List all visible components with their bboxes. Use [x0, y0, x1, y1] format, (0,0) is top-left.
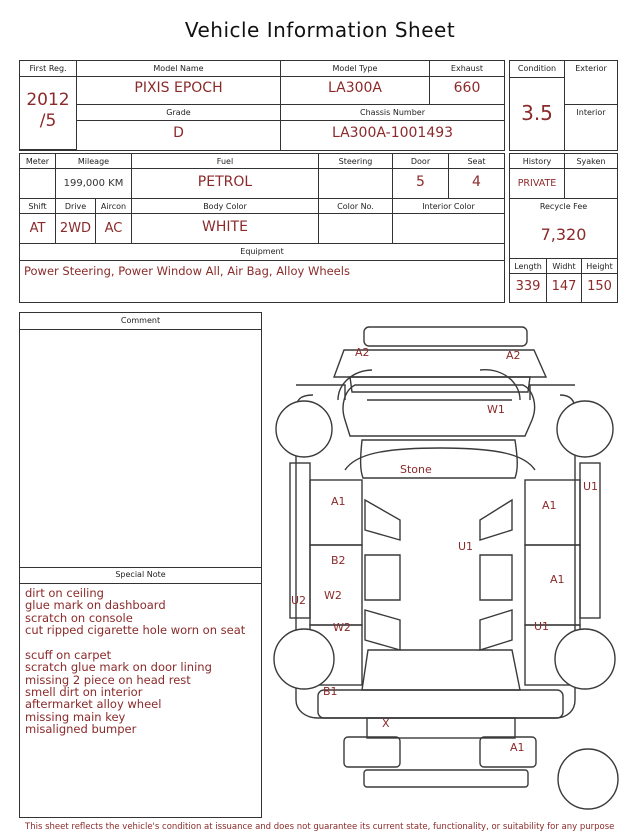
note-line: aftermarket alloy wheel — [25, 697, 162, 711]
model-name-cell — [77, 61, 281, 105]
note-line: scratch on console — [25, 611, 133, 625]
exterior-label: Exterior — [575, 64, 607, 73]
aircon-cell — [96, 199, 132, 244]
seat-label: Seat — [467, 157, 486, 166]
comment-box — [19, 312, 262, 818]
recycle-fee-cell — [510, 199, 617, 259]
history-label: History — [522, 157, 552, 166]
shift-label: Shift — [28, 202, 47, 211]
width-cell — [547, 259, 582, 302]
damage-mark: B1 — [323, 685, 338, 698]
disclaimer-footer: This sheet reflects the vehicle's condition at issuance and does not guarantee its current state, functionality, or suitability for any purpose — [25, 822, 615, 832]
grade-label: Grade — [77, 108, 280, 121]
steering-label: Steering — [338, 157, 373, 166]
aircon-label: Aircon — [100, 202, 127, 211]
length-label: Length — [514, 262, 542, 271]
spec-box — [19, 153, 505, 303]
seat-cell — [449, 154, 504, 199]
damage-mark: Stone — [400, 463, 432, 476]
exterior-cell — [565, 61, 617, 105]
color-no-cell — [319, 199, 393, 244]
syaken-cell — [565, 154, 617, 199]
length-value: 339 — [515, 279, 541, 294]
exhaust-value: 660 — [453, 80, 481, 96]
shift-cell — [20, 199, 56, 244]
interior-color-cell — [393, 199, 504, 244]
door-label: Door — [410, 157, 431, 166]
drive-cell — [56, 199, 96, 244]
height-cell — [582, 259, 617, 302]
model-name-label: Model Name — [77, 64, 280, 77]
drive-value: 2WD — [59, 221, 92, 236]
meter-cell — [20, 154, 56, 199]
first-reg-month: /5 — [39, 111, 57, 131]
steering-cell — [319, 154, 393, 199]
condition-value: 3.5 — [521, 101, 553, 125]
model-type-cell — [281, 61, 430, 105]
exhaust-label: Exhaust — [430, 64, 504, 77]
mileage-value: 199,000 KM — [63, 178, 124, 189]
door-value: 5 — [416, 174, 425, 190]
chassis-cell — [281, 105, 504, 150]
damage-mark: A1 — [542, 499, 557, 512]
note-line: glue mark on dashboard — [25, 598, 166, 612]
height-value: 150 — [587, 279, 612, 294]
fuel-value: PETROL — [197, 174, 253, 190]
top-info-box — [19, 60, 505, 151]
interior-cell — [565, 105, 617, 150]
comment-label: Comment — [20, 316, 261, 330]
damage-mark: W2 — [333, 621, 351, 634]
fuel-label: Fuel — [216, 157, 234, 166]
model-type-label: Model Type — [281, 64, 429, 77]
sheet-title: Vehicle Information Sheet — [184, 18, 456, 42]
chassis-label: Chassis Number — [281, 108, 504, 121]
mileage-cell — [56, 154, 132, 199]
note-line: cut ripped cigarette hole worn on seat — [25, 623, 246, 637]
recycle-fee-value: 7,320 — [540, 225, 587, 244]
history-cell — [510, 154, 565, 199]
interior-label: Interior — [576, 108, 606, 117]
damage-mark: U1 — [534, 620, 550, 633]
chassis-value: LA300A-1001493 — [331, 125, 454, 141]
shift-value: AT — [29, 221, 46, 236]
damage-mark: A2 — [355, 346, 370, 359]
width-label: Widht — [552, 262, 576, 271]
condition-cell — [510, 61, 565, 150]
mileage-label: Mileage — [77, 157, 110, 166]
history-box — [509, 153, 618, 303]
model-type-value: LA300A — [328, 80, 382, 96]
seat-value: 4 — [472, 174, 481, 190]
damage-mark: A1 — [510, 741, 525, 754]
note-line: scratch glue mark on door lining — [25, 660, 212, 674]
note-line: missing 2 piece on head rest — [25, 673, 191, 687]
body-color-cell — [132, 199, 319, 244]
equipment-label: Equipment — [20, 247, 504, 261]
damage-mark: U2 — [291, 594, 307, 607]
width-value: 147 — [551, 279, 577, 294]
color-no-label: Color No. — [337, 202, 374, 211]
model-name-value: PIXIS EPOCH — [134, 80, 223, 96]
first-reg-label: First Reg. — [20, 64, 76, 77]
damage-mark: U1 — [583, 480, 599, 493]
meter-label: Meter — [25, 157, 50, 166]
condition-label: Condition — [517, 64, 557, 73]
damage-mark: A1 — [331, 495, 346, 508]
note-line: misaligned bumper — [25, 722, 137, 736]
damage-mark: W1 — [487, 403, 505, 416]
damage-mark: W2 — [324, 589, 342, 602]
fuel-cell — [132, 154, 319, 199]
damage-mark: A1 — [550, 573, 565, 586]
special-note-label: Special Note — [20, 570, 261, 584]
condition-box — [509, 60, 618, 151]
history-value: PRIVATE — [517, 178, 557, 189]
note-line: smell dirt on interior — [25, 685, 143, 699]
damage-mark: B2 — [331, 554, 346, 567]
height-label: Height — [586, 262, 613, 271]
body-color-value: WHITE — [202, 219, 248, 235]
note-line: scuff on carpet — [25, 648, 112, 662]
recycle-fee-label: Recycle Fee — [539, 202, 588, 211]
damage-mark: A2 — [506, 349, 521, 362]
exhaust-cell — [430, 61, 504, 105]
grade-cell — [77, 105, 281, 150]
note-line: missing main key — [25, 710, 126, 724]
car-damage-diagram — [270, 320, 640, 820]
damage-mark: U1 — [458, 540, 474, 553]
body-color-label: Body Color — [203, 202, 247, 211]
syaken-label: Syaken — [576, 157, 606, 166]
equipment-cell — [20, 244, 504, 302]
first-reg-year: 2012 — [26, 90, 70, 110]
interior-color-label: Interior Color — [422, 202, 475, 211]
grade-value: D — [173, 125, 184, 141]
door-cell — [393, 154, 449, 199]
length-cell — [510, 259, 547, 302]
aircon-value: AC — [104, 221, 123, 236]
damage-mark: X — [382, 717, 390, 730]
first-reg-cell — [20, 61, 77, 150]
note-line: dirt on ceiling — [25, 586, 104, 600]
drive-label: Drive — [64, 202, 87, 211]
equipment-value: Power Steering, Power Window All, Air Bag, Alloy Wheels — [24, 264, 350, 278]
